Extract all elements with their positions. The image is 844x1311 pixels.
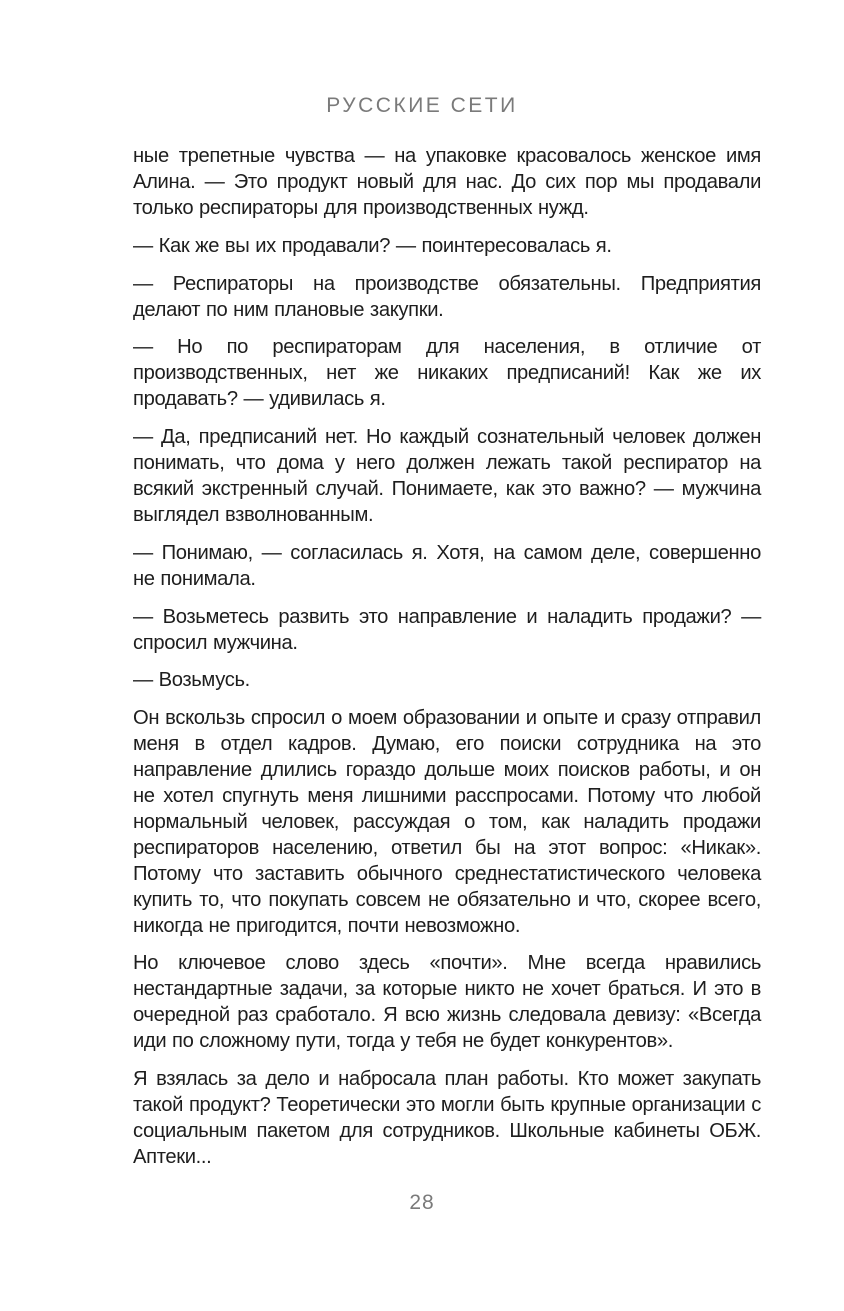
paragraph: — Возьметесь развить это направление и наладить продажи? — спросил мужчина. bbox=[133, 605, 761, 654]
paragraph: Но ключевое слово здесь «почти». Мне всегда нравились нестандартные задачи, за которые никто не хочет браться. И это в очередной раз сработало. Я всю жизнь следовала девизу: «Всегда иди по сложному пути, тогда у тебя не будет конкурентов». bbox=[133, 952, 761, 1053]
paragraph: — Но по респираторам для населения, в отличие от производственных, нет же никаких предписаний! Как же их продавать? — удивилась я. bbox=[133, 336, 761, 411]
paragraph: Я взялась за дело и набросала план работы. Кто может закупать такой продукт? Теоретически это могли быть крупные организации с социальным пакетом для сотрудников. Школьные кабинеты ОБЖ. Аптеки... bbox=[133, 1068, 761, 1168]
paragraph: Он вскользь спросил о моем образовании и опыте и сразу отправил меня в отдел кадров. Думаю, его поиски сотрудника на это направление длились гораздо дольше моих поисков работы, и он не хотел спугнуть меня лишними расспросами. Потому что любой нормальный человек, рассуждая о том, как наладить продажи респираторов населению, ответил бы на этот вопрос: «Никак». Потому что заставить обычного среднестатистического человека купить то, что покупать совсем не обязательно и что, скорее всего, никогда не пригодится, почти невозможно. bbox=[133, 707, 761, 937]
running-title: РУССКИЕ СЕТИ bbox=[326, 94, 518, 117]
paragraph: — Да, предписаний нет. Но каждый сознательный человек должен понимать, что дома у него должен лежать такой респиратор на всякий экстренный случай. Понимаете, как это важно? — мужчина выглядел взволнованным. bbox=[133, 426, 761, 526]
paragraph: ные трепетные чувства — на упаковке красовалось женское имя Алина. — Это продукт новый для нас. До сих пор мы продавали только респираторы для производственных нужд. bbox=[133, 145, 761, 219]
paragraph: — Возьмусь. bbox=[133, 669, 250, 692]
paragraph: — Респираторы на производстве обязательны. Предприятия делают по ним плановые закупки. bbox=[133, 272, 761, 321]
page-number: 28 bbox=[409, 1191, 435, 1214]
paragraph: — Как же вы их продавали? — поинтересовалась я. bbox=[133, 234, 612, 257]
paragraph: — Понимаю, — согласилась я. Хотя, на самом деле, совершенно не понимала. bbox=[133, 541, 761, 590]
body-text bbox=[133, 144, 761, 1183]
